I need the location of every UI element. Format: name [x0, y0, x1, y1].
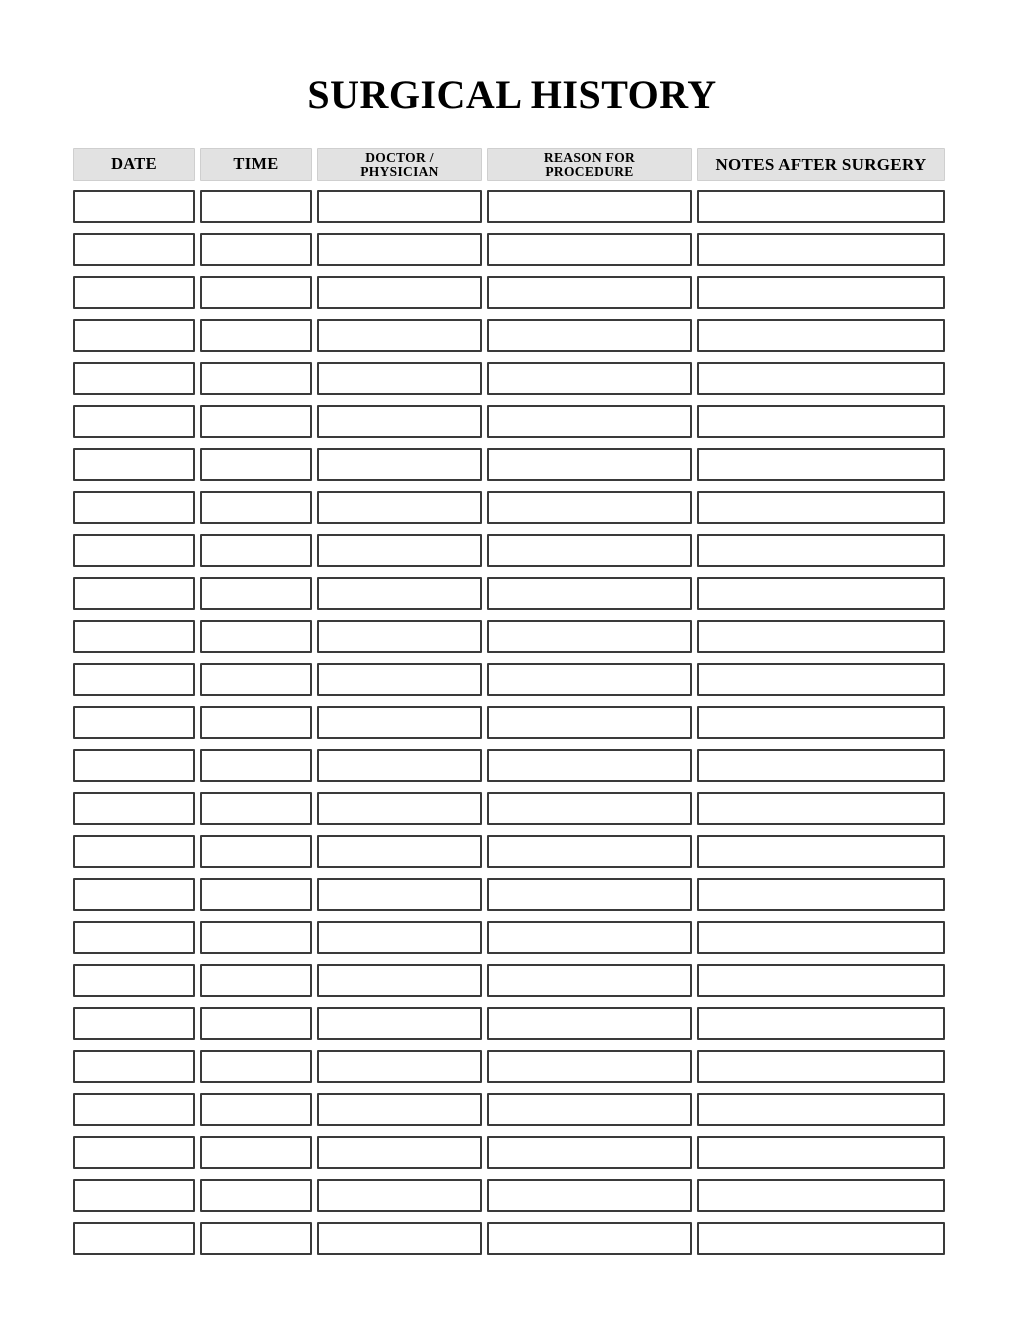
cell-notes[interactable]	[697, 276, 945, 309]
cell-time[interactable]	[200, 319, 312, 352]
cell-notes[interactable]	[697, 835, 945, 868]
cell-date[interactable]	[73, 233, 195, 266]
cell-doctor[interactable]	[317, 749, 482, 782]
cell-reason[interactable]	[487, 362, 692, 395]
column-header-label	[360, 151, 438, 179]
cell-doctor[interactable]	[317, 1050, 482, 1083]
cell-reason[interactable]	[487, 577, 692, 610]
table-row	[73, 964, 945, 997]
cell-notes[interactable]	[697, 1222, 945, 1255]
cell-time[interactable]	[200, 405, 312, 438]
cell-time[interactable]	[200, 792, 312, 825]
cell-reason[interactable]	[487, 1007, 692, 1040]
cell-reason[interactable]	[487, 405, 692, 438]
cell-time[interactable]	[200, 1136, 312, 1169]
cell-time[interactable]	[200, 1007, 312, 1040]
cell-notes[interactable]	[697, 1007, 945, 1040]
cell-date[interactable]	[73, 878, 195, 911]
cell-date[interactable]	[73, 534, 195, 567]
cell-date[interactable]	[73, 1093, 195, 1126]
cell-notes[interactable]	[697, 1050, 945, 1083]
table-row	[73, 620, 945, 653]
cell-doctor[interactable]	[317, 1136, 482, 1169]
cell-date[interactable]	[73, 792, 195, 825]
cell-doctor[interactable]	[317, 190, 482, 223]
cell-date[interactable]	[73, 1050, 195, 1083]
cell-time[interactable]	[200, 233, 312, 266]
table-row	[73, 190, 945, 223]
cell-notes[interactable]	[697, 663, 945, 696]
cell-time[interactable]	[200, 1179, 312, 1212]
cell-date[interactable]	[73, 706, 195, 739]
cell-doctor[interactable]	[317, 491, 482, 524]
table-row	[73, 1179, 945, 1212]
cell-notes[interactable]	[697, 792, 945, 825]
cell-doctor[interactable]	[317, 663, 482, 696]
column-header-line: TIME	[233, 154, 279, 174]
cell-date[interactable]	[73, 276, 195, 309]
table-row	[73, 1050, 945, 1083]
cell-date[interactable]	[73, 835, 195, 868]
cell-reason[interactable]	[487, 319, 692, 352]
column-header-line: NOTES AFTER SURGERY	[715, 154, 927, 174]
cell-notes[interactable]	[697, 1093, 945, 1126]
cell-date[interactable]	[73, 1007, 195, 1040]
cell-time[interactable]	[200, 835, 312, 868]
cell-date[interactable]	[73, 577, 195, 610]
cell-date[interactable]	[73, 620, 195, 653]
cell-date[interactable]	[73, 190, 195, 223]
table-row	[73, 1222, 945, 1255]
cell-notes[interactable]	[697, 233, 945, 266]
cell-date[interactable]	[73, 405, 195, 438]
cell-notes[interactable]	[697, 1136, 945, 1169]
table-body	[73, 190, 945, 1255]
cell-date[interactable]	[73, 663, 195, 696]
table-row	[73, 1136, 945, 1169]
column-header-line: PHYSICIAN	[360, 163, 439, 179]
cell-doctor[interactable]	[317, 577, 482, 610]
column-header-label	[715, 156, 926, 173]
column-header-line: PROCEDURE	[545, 163, 634, 179]
cell-time[interactable]	[200, 362, 312, 395]
cell-notes[interactable]	[697, 1179, 945, 1212]
cell-reason[interactable]	[487, 921, 692, 954]
cell-date[interactable]	[73, 749, 195, 782]
cell-notes[interactable]	[697, 577, 945, 610]
cell-time[interactable]	[200, 878, 312, 911]
cell-notes[interactable]	[697, 878, 945, 911]
cell-date[interactable]	[73, 921, 195, 954]
cell-notes[interactable]	[697, 448, 945, 481]
table-row	[73, 706, 945, 739]
column-header-label	[233, 156, 278, 173]
cell-date[interactable]	[73, 1179, 195, 1212]
cell-date[interactable]	[73, 1136, 195, 1169]
table-row	[73, 362, 945, 395]
cell-reason[interactable]	[487, 1136, 692, 1169]
page-title: SURGICAL HISTORY	[307, 72, 717, 117]
table-row	[73, 1007, 945, 1040]
cell-doctor[interactable]	[317, 405, 482, 438]
cell-time[interactable]	[200, 491, 312, 524]
cell-reason[interactable]	[487, 835, 692, 868]
table-row	[73, 835, 945, 868]
cell-doctor[interactable]	[317, 878, 482, 911]
cell-notes[interactable]	[697, 491, 945, 524]
cell-doctor[interactable]	[317, 534, 482, 567]
cell-doctor[interactable]	[317, 1222, 482, 1255]
cell-reason[interactable]	[487, 964, 692, 997]
table-row	[73, 319, 945, 352]
table-row	[73, 233, 945, 266]
cell-notes[interactable]	[697, 362, 945, 395]
column-header-reason	[487, 148, 692, 181]
cell-doctor[interactable]	[317, 792, 482, 825]
column-header-label	[544, 151, 635, 179]
column-header-date	[73, 148, 195, 181]
cell-doctor[interactable]	[317, 319, 482, 352]
cell-notes[interactable]	[697, 190, 945, 223]
table-row	[73, 405, 945, 438]
cell-doctor[interactable]	[317, 921, 482, 954]
cell-notes[interactable]	[697, 319, 945, 352]
cell-doctor[interactable]	[317, 1179, 482, 1212]
cell-date[interactable]	[73, 319, 195, 352]
table-row	[73, 749, 945, 782]
cell-time[interactable]	[200, 448, 312, 481]
cell-doctor[interactable]	[317, 964, 482, 997]
table-row	[73, 1093, 945, 1126]
cell-time[interactable]	[200, 190, 312, 223]
cell-time[interactable]	[200, 921, 312, 954]
cell-doctor[interactable]	[317, 706, 482, 739]
cell-time[interactable]	[200, 577, 312, 610]
cell-time[interactable]	[200, 749, 312, 782]
cell-reason[interactable]	[487, 190, 692, 223]
cell-reason[interactable]	[487, 792, 692, 825]
column-header-notes	[697, 148, 945, 181]
surgical-history-table	[73, 148, 945, 1265]
cell-time[interactable]	[200, 620, 312, 653]
table-row	[73, 448, 945, 481]
cell-reason[interactable]	[487, 276, 692, 309]
cell-time[interactable]	[200, 964, 312, 997]
cell-time[interactable]	[200, 1093, 312, 1126]
cell-date[interactable]	[73, 491, 195, 524]
cell-time[interactable]	[200, 1050, 312, 1083]
cell-reason[interactable]	[487, 1222, 692, 1255]
cell-time[interactable]	[200, 1222, 312, 1255]
cell-date[interactable]	[73, 964, 195, 997]
cell-notes[interactable]	[697, 620, 945, 653]
cell-notes[interactable]	[697, 405, 945, 438]
column-header-line: REASON FOR	[543, 149, 636, 165]
cell-reason[interactable]	[487, 448, 692, 481]
cell-doctor[interactable]	[317, 362, 482, 395]
cell-reason[interactable]	[487, 620, 692, 653]
cell-doctor[interactable]	[317, 1007, 482, 1040]
cell-reason[interactable]	[487, 663, 692, 696]
cell-reason[interactable]	[487, 491, 692, 524]
cell-reason[interactable]	[487, 878, 692, 911]
cell-reason[interactable]	[487, 1050, 692, 1083]
cell-time[interactable]	[200, 663, 312, 696]
cell-doctor[interactable]	[317, 448, 482, 481]
cell-date[interactable]	[73, 362, 195, 395]
cell-reason[interactable]	[487, 706, 692, 739]
table-row	[73, 491, 945, 524]
cell-notes[interactable]	[697, 964, 945, 997]
cell-time[interactable]	[200, 276, 312, 309]
table-row	[73, 663, 945, 696]
table-header-row	[73, 148, 945, 181]
cell-reason[interactable]	[487, 233, 692, 266]
column-header-time	[200, 148, 312, 181]
cell-reason[interactable]	[487, 1093, 692, 1126]
cell-time[interactable]	[200, 706, 312, 739]
cell-reason[interactable]	[487, 534, 692, 567]
cell-doctor[interactable]	[317, 1093, 482, 1126]
column-header-line: DATE	[111, 154, 157, 174]
column-header-line: DOCTOR /	[365, 149, 434, 165]
table-row	[73, 534, 945, 567]
cell-time[interactable]	[200, 534, 312, 567]
table-row	[73, 878, 945, 911]
table-row	[73, 792, 945, 825]
cell-date[interactable]	[73, 1222, 195, 1255]
column-header-doctor	[317, 148, 482, 181]
cell-date[interactable]	[73, 448, 195, 481]
column-header-label	[111, 156, 157, 173]
cell-doctor[interactable]	[317, 620, 482, 653]
cell-doctor[interactable]	[317, 835, 482, 868]
cell-notes[interactable]	[697, 749, 945, 782]
cell-doctor[interactable]	[317, 276, 482, 309]
cell-notes[interactable]	[697, 534, 945, 567]
cell-doctor[interactable]	[317, 233, 482, 266]
table-row	[73, 276, 945, 309]
cell-notes[interactable]	[697, 921, 945, 954]
cell-reason[interactable]	[487, 749, 692, 782]
cell-notes[interactable]	[697, 706, 945, 739]
cell-reason[interactable]	[487, 1179, 692, 1212]
table-row	[73, 921, 945, 954]
table-row	[73, 577, 945, 610]
